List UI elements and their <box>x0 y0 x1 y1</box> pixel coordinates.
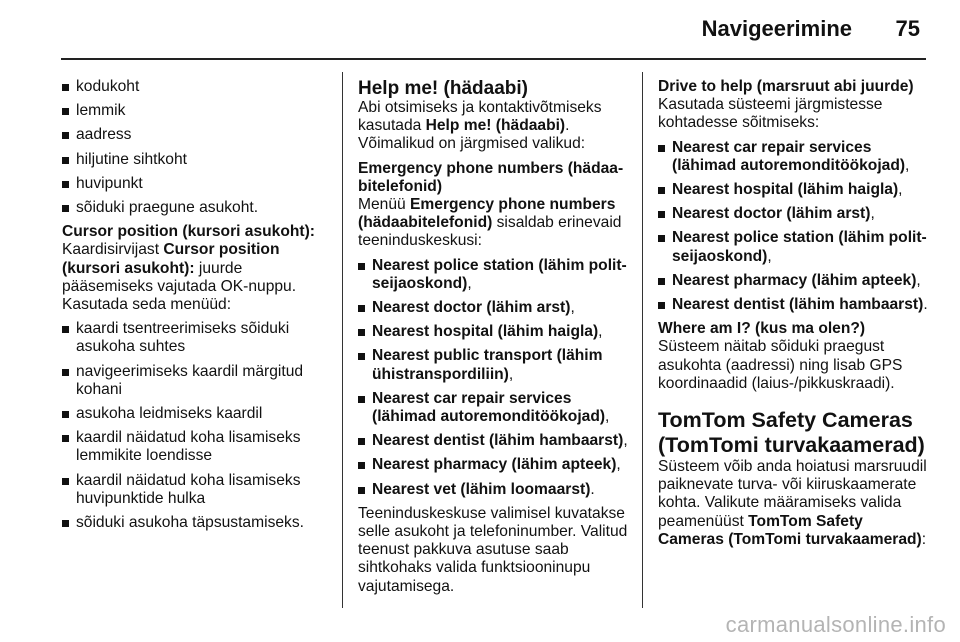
list-item: Nearest hospital (lähim haigla), <box>658 181 930 199</box>
list-item: navigeerimiseks kaardil märgitud kohani <box>62 363 330 399</box>
header-rule <box>61 58 926 60</box>
list-item: Nearest police station (lähim politseijaoskond), <box>658 229 930 265</box>
section-heading-where: Where am I? (kus ma olen?) <box>658 320 866 338</box>
list-item: Nearest dentist (lähim hambaarst), <box>358 432 628 450</box>
page-number: 75 <box>895 16 920 41</box>
section-heading-drive: Drive to help (marsruut abi juurde) <box>658 78 914 95</box>
column-divider-1 <box>342 72 343 608</box>
help-outro: Teeninduskeskuse valimisel kuvatakse selle asukoht ja telefoninumber. Valitud teenust pakkuva asutuse saab sihtkohaks valida funktsiooninupu vajutamisega. <box>358 504 628 595</box>
list-item: aadress <box>62 126 330 144</box>
list-item: lemmik <box>62 102 330 120</box>
list-item: Nearest vet (lähim loomaarst). <box>358 481 628 499</box>
list-item: Nearest doctor (lähim arst), <box>658 205 930 223</box>
list-item: asukoha leidmiseks kaardil <box>62 405 330 423</box>
section-heading-tomtom: TomTom Safety Cameras (TomTomi turvakaamerad) <box>658 408 925 458</box>
list-item: hiljutine sihtkoht <box>62 151 330 169</box>
list-item: huvipunkt <box>62 175 330 193</box>
column-1 <box>62 78 330 538</box>
list-item: kaardi tsentreerimiseks sõiduki asukoha suhtes <box>62 320 330 356</box>
watermark: carmanualsonline.info <box>725 612 946 637</box>
help-intro: Abi otsimiseks ja kontaktivõtmiseks kasutada Help me! (hädaabi). <box>358 99 602 135</box>
list-item: Nearest police station (lähim politseijaoskond), <box>358 257 628 293</box>
list-item: sõiduki asukoha täpsustamiseks. <box>62 514 330 532</box>
list-item: kaardil näidatud koha lisamiseks lemmikite loendisse <box>62 429 330 465</box>
list-item: Nearest doctor (lähim arst), <box>358 299 628 317</box>
tomtom-paragraph: Süsteem võib anda hoiatusi marsruudil paiknevate turva- või kiiruskaamerate kohta. Valikute määramiseks valida peamenüüst TomTom Safety Cameras (TomTomi turvakaamerad): <box>658 458 927 548</box>
list-item: Nearest dentist (lähim hambaarst). <box>658 296 930 314</box>
help-options-text: Võimalikud on järgmised valikud: <box>358 135 586 153</box>
where-paragraph: Süsteem näitab sõiduki praegust asukohta (aadressi) ning lisab GPS koordinaadid (laius-/pikkuskraadi). <box>658 338 903 392</box>
list-item: Nearest public transport (lähim ühistranspordiliin), <box>358 347 628 383</box>
drive-paragraph: Kasutada süsteemi järgmistesse kohtadesse sõitmiseks: <box>658 96 883 132</box>
list-item: Nearest car repair services (lähimad autoremonditöökojad), <box>658 139 930 175</box>
cursor-paragraph: Kaardisirvijast Cursor position (kursori asukoht): juurde pääsemiseks vajutada OK-nuppu. Kasutada seda menüüd: <box>62 241 297 314</box>
section-heading-help: Help me! (hädaabi) <box>358 78 528 99</box>
chapter-title: Navigeerimine <box>701 16 852 41</box>
section-heading-cursor: Cursor position (kursori asukoht): <box>62 223 315 241</box>
list-item: Nearest hospital (lähim haigla), <box>358 323 628 341</box>
list-item: Nearest pharmacy (lähim apteek), <box>658 272 930 290</box>
emergency-paragraph: Menüü Emergency phone numbers (hädaabitelefonid) sisaldab erinevaid teeninduskeskusi: <box>358 196 622 250</box>
list-item: kodukoht <box>62 78 330 96</box>
list-item: sõiduki praegune asukoht. <box>62 199 330 217</box>
column-3 <box>658 78 930 549</box>
list-item: Nearest pharmacy (lähim apteek), <box>358 456 628 474</box>
column-2 <box>358 78 628 596</box>
list-item: kaardil näidatud koha lisamiseks huvipunktide hulka <box>62 472 330 508</box>
section-heading-emergency: Emergency phone numbers (hädaabitelefonid) <box>358 159 624 195</box>
column-divider-2 <box>642 72 643 608</box>
list-item: Nearest car repair services (lähimad autoremonditöökojad), <box>358 390 628 426</box>
page-header <box>0 0 960 58</box>
